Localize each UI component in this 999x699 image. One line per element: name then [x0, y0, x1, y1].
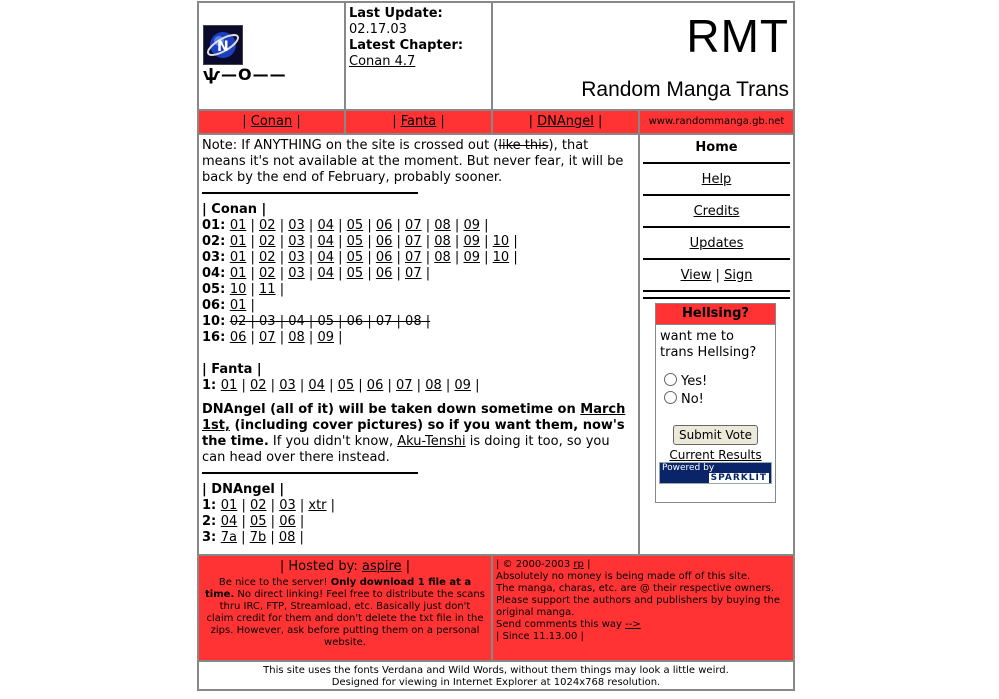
aku-tenshi-link[interactable]: Aku-Tenshi: [397, 434, 466, 449]
chapter-link[interactable]: 03: [288, 266, 305, 281]
volume-label: 16:: [202, 330, 230, 345]
chapter-link[interactable]: 04: [317, 234, 334, 249]
chapter-link[interactable]: 08: [434, 250, 451, 265]
chapter-link[interactable]: 02: [259, 218, 276, 233]
dnangel-volume-row: 2: 04 | 05 | 06 |: [202, 514, 305, 529]
chapter-link[interactable]: 01: [229, 218, 247, 233]
march-link[interactable]: March 1st,: [202, 402, 626, 433]
chapter-link[interactable]: 02: [229, 314, 247, 329]
latest-chapter-link[interactable]: Conan 4.7: [349, 54, 416, 69]
chapter-link[interactable]: 01: [229, 234, 247, 249]
chapter-link[interactable]: 7b: [249, 530, 267, 545]
poll-title: Hellsing?: [656, 304, 775, 325]
footer-copyright: | © 2000-2003 rp | Absolutely no money is being made off of this site. The manga, charas, etc. are @ their respective owners. Please support the authors and publishers by buying the original manga. Send comments this way --> | Since 11.13.00 |: [492, 555, 794, 661]
nav-conan: | Conan |: [198, 110, 345, 134]
chapter-link[interactable]: 03: [279, 378, 296, 393]
volume-label: 06:: [202, 298, 230, 313]
chapter-link[interactable]: 05: [346, 234, 364, 249]
chapter-link[interactable]: 04: [220, 514, 238, 529]
chapter-link[interactable]: 08: [278, 530, 296, 545]
logo-cell: [198, 2, 345, 110]
chapter-link[interactable]: 05: [346, 266, 364, 281]
chapter-link[interactable]: 07: [405, 266, 422, 281]
footer-hosted: | Hosted by: aspire | Be nice to the server! Only download 1 file at a time. No direct linking! Feel free to distribute the scans thru IRC, FTP, Streamload, etc. Basically just don't claim credit for them and don't delete the txt file in the zips. However, ask before putting them on a personal website.: [198, 555, 492, 661]
nav-dnangel: | DNAngel |: [492, 110, 639, 134]
chapter-link[interactable]: 04: [288, 314, 305, 329]
chapter-link[interactable]: 01: [220, 498, 238, 513]
chapter-link[interactable]: 7a: [220, 530, 238, 545]
conan-volume-row: 04: 01 | 02 | 03 | 04 | 05 | 06 | 07 |: [202, 266, 431, 281]
struck-example: like this: [498, 138, 549, 153]
chapter-link[interactable]: 08: [405, 314, 422, 329]
chapter-link[interactable]: 10: [492, 234, 510, 249]
chapter-link[interactable]: 01: [229, 250, 247, 265]
site-url: www.randommanga.gb.net: [648, 116, 785, 127]
update-cell: [345, 2, 492, 110]
chapter-link[interactable]: 03: [259, 314, 276, 329]
divider: [202, 472, 418, 474]
svg-text:N: N: [217, 39, 229, 55]
poll-option-no[interactable]: No!: [664, 391, 775, 409]
chapter-link[interactable]: 06: [366, 378, 384, 393]
chapter-link[interactable]: 06: [229, 330, 247, 345]
conan-volume-row: 05: 10 | 11 |: [202, 282, 285, 297]
chapter-link[interactable]: 04: [308, 378, 325, 393]
chapter-link[interactable]: 02: [249, 378, 267, 393]
nav-fanta: | Fanta |: [345, 110, 492, 134]
conan-volume-row: 16: 06 | 07 | 08 | 09 |: [202, 330, 343, 345]
chapter-link[interactable]: 02: [249, 498, 267, 513]
chapter-link[interactable]: xtr: [308, 498, 327, 513]
dnangel-volume-row: 1: 01 | 02 | 03 | xtr |: [202, 498, 336, 513]
volume-label: 3:: [202, 530, 221, 545]
nav-link-conan[interactable]: Conan: [250, 114, 293, 129]
fonts-notice: This site uses the fonts Verdana and Wild Words, without them things may look a little weird.: [263, 665, 729, 676]
radio-icon[interactable]: [664, 391, 677, 404]
chapter-link[interactable]: 01: [220, 378, 238, 393]
last-update-value: 02.17.03: [349, 22, 407, 37]
chapter-link[interactable]: 07: [405, 234, 422, 249]
chapter-link[interactable]: 06: [375, 266, 393, 281]
chapter-link[interactable]: 08: [434, 234, 451, 249]
chapter-link[interactable]: 08: [288, 330, 305, 345]
chapter-link[interactable]: 11: [259, 282, 276, 297]
site-abbrev: RMT: [686, 10, 789, 62]
conan-volume-row: 01: 01 | 02 | 03 | 04 | 05 | 06 | 07 | 08 | 09 |: [202, 218, 489, 233]
section-title-dnangel: | DNAngel |: [202, 482, 285, 497]
chapter-link[interactable]: 06: [375, 250, 393, 265]
chapter-link[interactable]: 10: [492, 250, 510, 265]
poll-box: [655, 303, 776, 503]
chapter-link[interactable]: 07: [375, 314, 393, 329]
sidebar: Home Help Credits Updates View | Sign Hellsing? want me to trans Hellsing? Yes! No! Submit Vote Current Results Powered by SPARKLIT: [639, 134, 794, 555]
chapter-link[interactable]: 02: [259, 234, 276, 249]
globe-icon[interactable]: [203, 25, 243, 65]
chapter-link[interactable]: 09: [454, 378, 471, 393]
chapter-link[interactable]: 04: [317, 250, 334, 265]
chapter-link[interactable]: 06: [375, 218, 393, 233]
resolution-notice: Designed for viewing in Internet Explorer at 1024x768 resolution.: [331, 677, 661, 688]
conan-volume-row: 03: 01 | 02 | 03 | 04 | 05 | 06 | 07 | 08 | 09 | 10 |: [202, 250, 518, 265]
chapter-link[interactable]: 05: [317, 314, 334, 329]
volume-label: 03:: [202, 250, 230, 265]
chapter-link[interactable]: 04: [317, 218, 334, 233]
section-title-fanta: | Fanta |: [202, 362, 262, 377]
chapter-link[interactable]: 03: [279, 498, 296, 513]
sidebar-item-sign[interactable]: Sign: [724, 268, 753, 283]
sidebar-item-help[interactable]: Help: [701, 172, 732, 187]
chapter-link[interactable]: 09: [317, 330, 334, 345]
nav-link-dnangel[interactable]: DNAngel: [537, 114, 594, 129]
chapter-link[interactable]: 07: [405, 250, 422, 265]
dnangel-notice: DNAngel (all of it) will be taken down sometime on March 1st, (including cover pictures) so if you want them, now's the time. If you didn't know, Aku-Tenshi is doing it too, so you can head over there instead.: [202, 402, 626, 465]
chapter-link[interactable]: 03: [288, 234, 305, 249]
chapter-link[interactable]: 01: [229, 266, 247, 281]
logo-text: ѱ—O——: [203, 65, 287, 84]
volume-label: 1:: [202, 378, 221, 393]
conan-volume-row: 06: 01 |: [202, 298, 255, 313]
sparklit-badge[interactable]: Powered by SPARKLIT: [659, 462, 772, 484]
section-title-conan: | Conan |: [202, 202, 267, 217]
fanta-chapter-list: [202, 378, 635, 394]
chapter-link[interactable]: 09: [463, 250, 480, 265]
site-name: Random Manga Trans: [581, 78, 789, 101]
chapter-link[interactable]: 08: [434, 218, 451, 233]
chapter-link[interactable]: 06: [375, 234, 393, 249]
chapter-link[interactable]: 03: [288, 250, 305, 265]
chapter-link[interactable]: 02: [259, 250, 276, 265]
conan-chapter-list: [202, 218, 635, 346]
sidebar-item-credits[interactable]: Credits: [693, 204, 740, 219]
sidebar-item-updates[interactable]: Updates: [689, 236, 744, 251]
page-frame: [197, 1, 795, 691]
chapter-link[interactable]: 02: [259, 266, 276, 281]
chapter-link[interactable]: 05: [249, 514, 267, 529]
nav-link-fanta[interactable]: Fanta: [400, 114, 437, 129]
sidebar-item-home[interactable]: Home: [695, 140, 738, 155]
chapter-link[interactable]: 09: [463, 218, 480, 233]
conan-volume-row: 10: 02 | 03 | 04 | 05 | 06 | 07 | 08 |: [202, 314, 431, 329]
chapter-link[interactable]: 07: [396, 378, 413, 393]
chapter-link[interactable]: 05: [346, 250, 364, 265]
current-results-link[interactable]: Current Results: [669, 448, 762, 462]
volume-label: 2:: [202, 514, 221, 529]
chapter-link[interactable]: 04: [317, 266, 334, 281]
volume-label: 10:: [202, 314, 230, 329]
chapter-link[interactable]: 05: [337, 378, 355, 393]
fanta-volume-row: 1: 01 | 02 | 03 | 04 | 05 | 06 | 07 | 08 | 09 |: [202, 378, 480, 393]
poll-question: want me to trans Hellsing?: [660, 329, 757, 360]
submit-vote-button[interactable]: Submit Vote: [673, 425, 758, 445]
chapter-link[interactable]: 10: [229, 282, 247, 297]
chapter-link[interactable]: 03: [288, 218, 305, 233]
sidebar-item-view[interactable]: View: [680, 268, 712, 283]
chapter-link[interactable]: 06: [346, 314, 364, 329]
radio-icon[interactable]: [664, 373, 677, 386]
last-update-label: Last Update:: [349, 6, 443, 21]
dnangel-chapter-list: [202, 498, 635, 546]
chapter-link[interactable]: 06: [279, 514, 296, 529]
note-text: Note: If ANYTHING on the site is crossed out (like this), that means it's not available at the moment. But never fear, it will be back by the end of February, probably sooner.: [202, 138, 624, 185]
chapter-link[interactable]: 07: [259, 330, 276, 345]
chapter-link[interactable]: 01: [229, 298, 247, 313]
volume-label: 01:: [202, 218, 230, 233]
conan-volume-row: 02: 01 | 02 | 03 | 04 | 05 | 06 | 07 | 08 | 09 | 10 |: [202, 234, 518, 249]
aspire-link[interactable]: aspire: [361, 559, 402, 574]
volume-label: 04:: [202, 266, 230, 281]
poll-option-yes[interactable]: Yes!: [664, 373, 775, 391]
divider: [202, 192, 418, 194]
chapter-link[interactable]: 08: [425, 378, 442, 393]
chapter-link[interactable]: 05: [346, 218, 364, 233]
title-cell: [492, 2, 794, 110]
nav-url: [639, 110, 794, 134]
volume-label: 05:: [202, 282, 230, 297]
rp-link[interactable]: rp: [573, 559, 584, 570]
footer-bottom: [198, 661, 794, 690]
dnangel-volume-row: 3: 7a | 7b | 08 |: [202, 530, 304, 545]
volume-label: 02:: [202, 234, 230, 249]
chapter-link[interactable]: 07: [405, 218, 422, 233]
comments-arrow-link[interactable]: -->: [625, 619, 641, 630]
main-content: [198, 134, 639, 555]
server-notice: Be nice to the server! Only download 1 file at a time. No direct linking! Feel free to distribute the scans thru IRC, FTP, Streamload, etc. Basically just don't claim credit for them and don't delete the txt file in the zips. However, ask before putting them on a personal website.: [205, 577, 485, 648]
latest-chapter-label: Latest Chapter:: [349, 38, 464, 53]
volume-label: 1:: [202, 498, 221, 513]
chapter-link[interactable]: 09: [463, 234, 480, 249]
